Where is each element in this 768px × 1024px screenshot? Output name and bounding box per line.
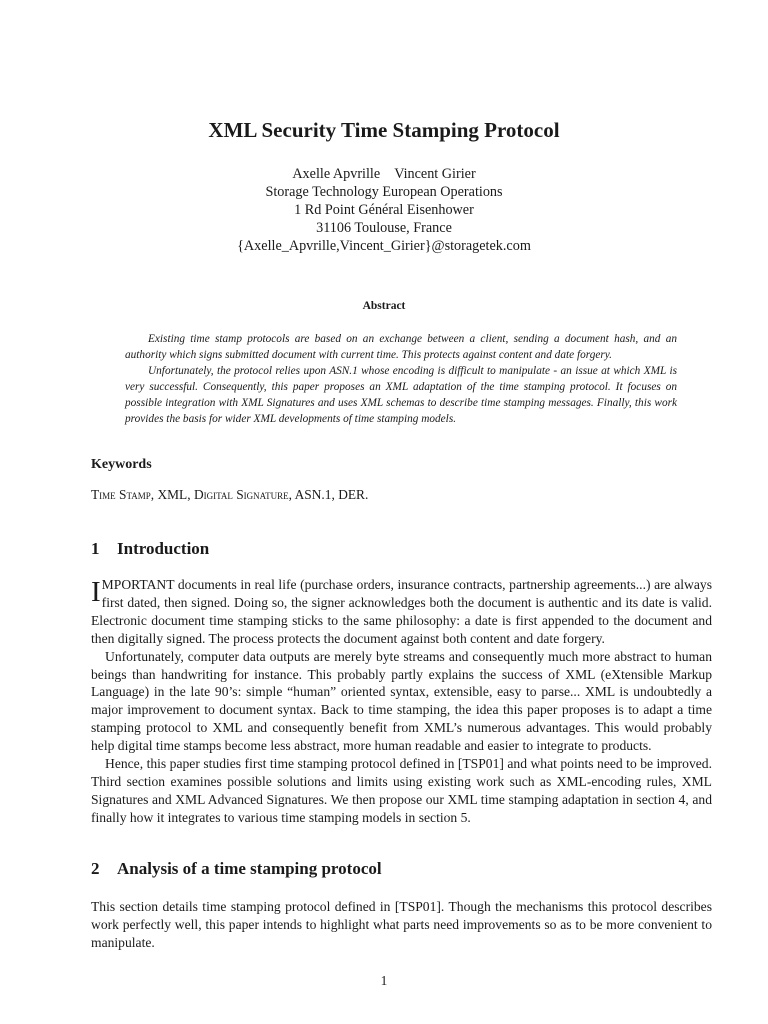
section-title: Analysis of a time stamping protocol bbox=[117, 859, 382, 878]
author-block bbox=[0, 165, 768, 255]
keyword: DER. bbox=[338, 487, 369, 502]
section-number: 2 bbox=[91, 859, 100, 878]
author-address-line: 1 Rd Point Général Eisenhower bbox=[294, 202, 474, 218]
body-paragraph: Hence, this paper studies first time stamping protocol defined in [TSP01] and what points need to be improved. Third section examines possible solutions and limits using existing work such as XML-encoding rules, XML Signatures and XML Advanced Signatures. We then propose our XML time stamping adaptation in section 4, and finally how it integrates to various time stamping models in section 5. bbox=[91, 756, 712, 825]
keywords-list: Time Stamp, XML, Digital Signature, ASN.1, DER. bbox=[91, 487, 369, 502]
author-name: Vincent Girier bbox=[394, 166, 476, 182]
abstract-body bbox=[125, 331, 677, 428]
drop-cap: I bbox=[91, 576, 101, 608]
section-heading bbox=[91, 859, 382, 879]
author-address-line: 31106 Toulouse, France bbox=[316, 220, 452, 236]
abstract-paragraph: Unfortunately, the protocol relies upon ASN.1 whose encoding is difficult to manipulate - an issue at which XML is very successful. Consequently, this paper proposes an XML adaptation of the time stamping protocol. It focuses on possible integration with XML Signatures and uses XML schemas to describe time stamping messages. Finally, this work provides the basis for wider XML developments of time stamping models. bbox=[125, 365, 677, 426]
page-number: 1 bbox=[380, 973, 388, 988]
keywords-heading: Keywords bbox=[91, 457, 152, 472]
paragraph-text: MPORTANT documents in real life (purchase orders, insurance contracts, partnership agreements...) are always first dated, then signed. Doing so, the signer acknowledges both the document is authentic and its date is valid. Electronic document time stamping sticks to the same philosophy: a date is first appended to the document and then digitally signed. The process protects the document against both content and date forgery. bbox=[91, 577, 712, 646]
section-heading bbox=[91, 539, 209, 559]
keyword: Digital Signature bbox=[193, 487, 289, 502]
analysis-body bbox=[91, 898, 712, 952]
paper-title: XML Security Time Stamping Protocol bbox=[208, 118, 560, 142]
author-affiliation: Storage Technology European Operations bbox=[265, 184, 503, 200]
body-paragraph bbox=[91, 576, 712, 648]
author-name: Axelle Apvrille bbox=[292, 166, 381, 182]
abstract-heading: Abstract bbox=[362, 300, 406, 312]
author-email: {Axelle_Apvrille,Vincent_Girier}@storagetek.com bbox=[237, 238, 531, 254]
section-number: 1 bbox=[91, 539, 100, 558]
introduction-body bbox=[91, 576, 712, 827]
body-paragraph: Unfortunately, computer data outputs are merely byte streams and consequently much more abstract to human beings than handwriting for instance. This probably partly explains the success of XML (eXtensible Markup Language) in the late 90’s: simple “human” oriented syntax, extensible, easy to parse... XML is undoubtedly a major improvement to document syntax. Back to time stamping, the idea this paper proposes is to adapt a time stamping protocol to XML and consequently benefit from XML’s numerous advantages. This would probably help digital time stamps become less abstract, more human readable and easier to integrate to products. bbox=[91, 648, 712, 754]
body-paragraph: This section details time stamping protocol defined in [TSP01]. Though the mechanisms this protocol describes work perfectly well, this paper intends to highlight what parts need improvements so as to be more convenient to manipulate. bbox=[91, 899, 712, 950]
keyword: Time Stamp bbox=[91, 487, 151, 502]
keyword: ASN.1 bbox=[294, 487, 332, 502]
keyword: XML bbox=[157, 487, 188, 502]
section-title: Introduction bbox=[117, 539, 210, 558]
abstract-paragraph: Existing time stamp protocols are based on an exchange between a client, sending a document hash, and an authority which signs submitted document with current time. This protects against content and date forgery. bbox=[125, 333, 677, 362]
author-names bbox=[0, 165, 768, 183]
